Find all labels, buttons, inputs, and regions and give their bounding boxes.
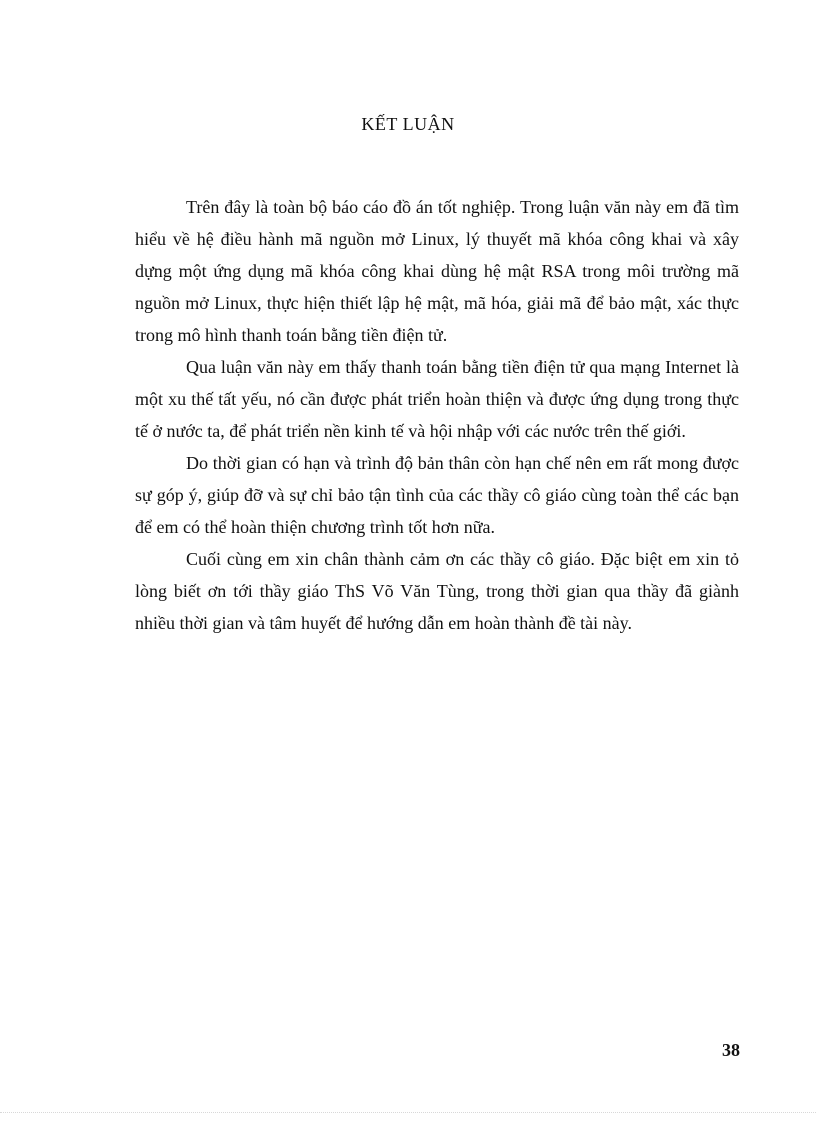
- page-title: KẾT LUẬN: [361, 114, 455, 134]
- conclusion-body: [135, 191, 739, 639]
- paragraph-acknowledgement: Cuối cùng em xin chân thành cảm ơn các thầy cô giáo. Đặc biệt em xin tỏ lòng biết ơn tới thầy giáo ThS Võ Văn Tùng, trong thời gian qua thầy đã giành nhiều thời gian và tâm huyết để hướng dẫn em hoàn thành đề tài này.: [135, 549, 739, 633]
- page-number: 38: [722, 1040, 740, 1060]
- paragraph-summary: Trên đây là toàn bộ báo cáo đồ án tốt nghiệp. Trong luận văn này em đã tìm hiểu về hệ điều hành mã nguồn mở Linux, lý thuyết mã khóa công khai và xây dựng một ứng dụng mã khóa công khai dùng hệ mật RSA trong môi trường mã nguồn mở Linux, thực hiện thiết lập hệ mật, mã hóa, giải mã để bảo mật, xác thực trong mô hình thanh toán bằng tiền điện tử.: [135, 197, 739, 345]
- paragraph-limitations: Do thời gian có hạn và trình độ bản thân còn hạn chế nên em rất mong được sự góp ý, giúp đỡ và sự chỉ bảo tận tình của các thầy cô giáo cùng toàn thể các bạn để em có thể hoàn thiện chương trình tốt hơn nữa.: [135, 453, 739, 537]
- paragraph-observation: Qua luận văn này em thấy thanh toán bằng tiền điện tử qua mạng Internet là một xu thế tất yếu, nó cần được phát triển hoàn thiện và được ứng dụng trong thực tế ở nước ta, để phát triển nền kinh tế và hội nhập với các nước trên thế giới.: [135, 357, 739, 441]
- page-bottom-divider: [0, 1112, 816, 1113]
